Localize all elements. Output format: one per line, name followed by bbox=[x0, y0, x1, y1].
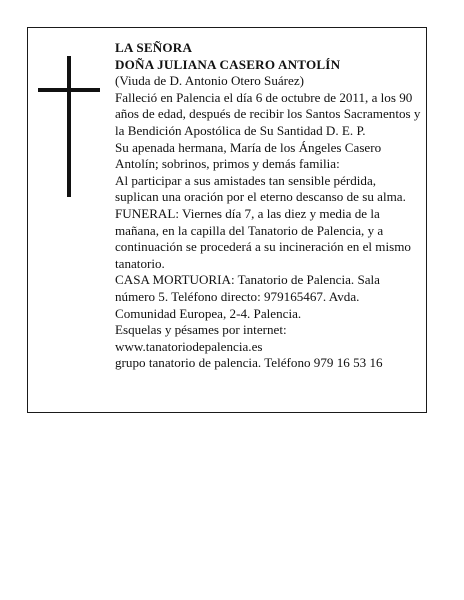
notice-title: LA SEÑORA bbox=[115, 40, 193, 55]
request-paragraph: Al participar a sus amistades tan sensible pérdida, suplican una oración por el eterno descanso de su alma. bbox=[115, 172, 406, 205]
death-paragraph: Falleció en Palencia el día 6 de octubre de 2011, a los 90 años de edad, después de recibir los Santos Sacramentos y la Bendición Apostólica de Su Santidad D. E. P. bbox=[115, 89, 421, 138]
obituary-notice bbox=[27, 27, 427, 413]
family-paragraph: Su apenada hermana, María de los Ángeles Casero Antolín; sobrinos, primos y demás familia: bbox=[115, 139, 382, 172]
footer-line: grupo tanatorio de palencia. Teléfono 979 16 53 16 bbox=[115, 355, 383, 371]
funeral-paragraph: FUNERAL: Viernes día 7, a las diez y media de la mañana, en la capilla del Tanatorio de Palencia, y a continuación se procederá a su incineración en el mismo tanatorio. bbox=[115, 205, 411, 271]
cross-icon bbox=[28, 28, 29, 29]
deceased-name: DOÑA JULIANA CASERO ANTOLÍN bbox=[115, 56, 341, 72]
cross-vertical-bar bbox=[67, 56, 71, 197]
internet-line: Esquelas y pésames por internet: bbox=[115, 322, 287, 338]
mortuary-paragraph: CASA MORTUORIA: Tanatorio de Palencia. Sala número 5. Teléfono directo: 979165467. Avda. Comunidad Europea, 2-4. Palencia. bbox=[115, 272, 380, 321]
website-link: www.tanatoriodepalencia.es bbox=[115, 338, 263, 354]
notice-text bbox=[115, 40, 421, 372]
cross-horizontal-bar bbox=[38, 88, 100, 92]
widow-line: (Viuda de D. Antonio Otero Suárez) bbox=[115, 73, 305, 89]
